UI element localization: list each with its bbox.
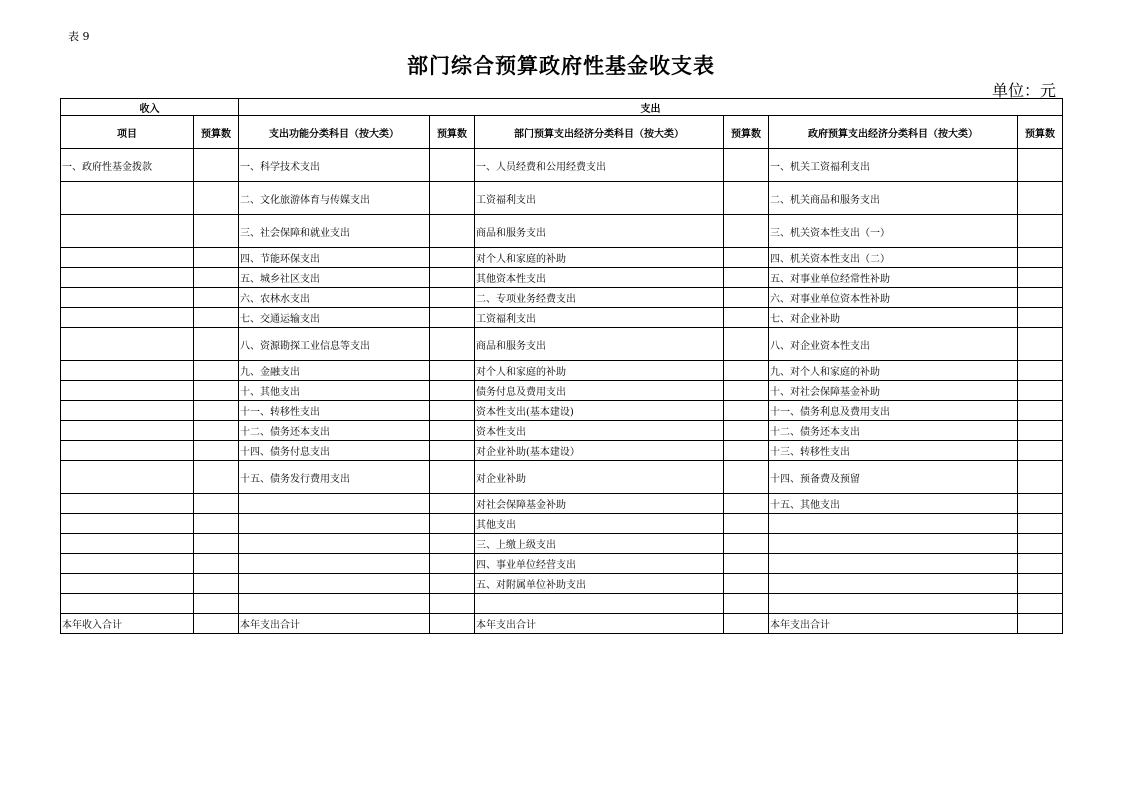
table-cell xyxy=(724,215,769,248)
table-row xyxy=(61,215,1063,248)
totals-cell: 本年支出合计 xyxy=(239,614,430,634)
table-cell xyxy=(724,441,769,461)
table-cell xyxy=(430,594,475,614)
table-cell xyxy=(194,268,239,288)
table-cell xyxy=(1018,554,1063,574)
table-cell: 十四、债务付息支出 xyxy=(239,441,430,461)
table-cell: 七、对企业补助 xyxy=(769,308,1018,328)
table-cell xyxy=(194,594,239,614)
table-cell xyxy=(194,461,239,494)
table-cell xyxy=(194,328,239,361)
table-cell xyxy=(475,594,724,614)
table-cell xyxy=(61,441,194,461)
table-row xyxy=(61,534,1063,554)
table-cell: 债务付息及费用支出 xyxy=(475,381,724,401)
table-cell xyxy=(430,574,475,594)
table-cell xyxy=(724,594,769,614)
col-header-item: 项目 xyxy=(61,116,194,149)
table-cell: 一、机关工资福利支出 xyxy=(769,149,1018,182)
table-cell xyxy=(430,461,475,494)
table-cell xyxy=(61,328,194,361)
table-cell xyxy=(430,421,475,441)
table-cell: 三、上缴上级支出 xyxy=(475,534,724,554)
col-header-income-amount: 预算数 xyxy=(194,116,239,149)
totals-cell: 本年收入合计 xyxy=(61,614,194,634)
table-cell xyxy=(194,494,239,514)
table-cell xyxy=(430,514,475,534)
table-row xyxy=(61,461,1063,494)
table-cell xyxy=(724,514,769,534)
table-cell xyxy=(724,574,769,594)
table-cell xyxy=(239,554,430,574)
table-cell: 一、科学技术支出 xyxy=(239,149,430,182)
table-cell: 九、金融支出 xyxy=(239,361,430,381)
table-cell xyxy=(1018,288,1063,308)
table-cell xyxy=(1018,381,1063,401)
col-header-gov: 政府预算支出经济分类科目（按大类） xyxy=(769,116,1018,149)
table-cell xyxy=(61,494,194,514)
table-cell xyxy=(769,594,1018,614)
table-cell xyxy=(61,514,194,534)
table-cell xyxy=(61,215,194,248)
table-cell xyxy=(430,401,475,421)
table-cell: 十二、债务还本支出 xyxy=(239,421,430,441)
table-cell: 十一、债务利息及费用支出 xyxy=(769,401,1018,421)
table-cell: 对个人和家庭的补助 xyxy=(475,248,724,268)
table-row xyxy=(61,381,1063,401)
table-cell: 一、人员经费和公用经费支出 xyxy=(475,149,724,182)
totals-cell xyxy=(194,614,239,634)
table-cell xyxy=(430,288,475,308)
table-cell: 四、节能环保支出 xyxy=(239,248,430,268)
table-cell xyxy=(239,574,430,594)
table-cell: 四、机关资本性支出（二） xyxy=(769,248,1018,268)
table-cell: 工资福利支出 xyxy=(475,308,724,328)
table-cell: 十五、债务发行费用支出 xyxy=(239,461,430,494)
table-cell: 五、对事业单位经常性补助 xyxy=(769,268,1018,288)
table-cell: 十、对社会保障基金补助 xyxy=(769,381,1018,401)
page-title: 部门综合预算政府性基金收支表 xyxy=(407,53,715,78)
table-cell xyxy=(724,308,769,328)
table-row xyxy=(61,514,1063,534)
table-cell: 其他支出 xyxy=(475,514,724,534)
table-cell xyxy=(239,534,430,554)
table-cell xyxy=(1018,268,1063,288)
table-cell xyxy=(430,215,475,248)
table-cell xyxy=(1018,308,1063,328)
table-cell: 三、机关资本性支出（一） xyxy=(769,215,1018,248)
table-cell xyxy=(430,149,475,182)
table-cell: 对个人和家庭的补助 xyxy=(475,361,724,381)
table-cell xyxy=(194,421,239,441)
table-cell xyxy=(61,361,194,381)
table-row xyxy=(61,328,1063,361)
col-header-dept-amount: 预算数 xyxy=(724,116,769,149)
table-cell: 对企业补助(基本建设） xyxy=(475,441,724,461)
table-cell: 二、文化旅游体育与传媒支出 xyxy=(239,182,430,215)
table-cell xyxy=(724,401,769,421)
table-cell: 五、对附属单位补助支出 xyxy=(475,574,724,594)
table-cell xyxy=(430,534,475,554)
table-cell xyxy=(61,594,194,614)
table-cell xyxy=(430,381,475,401)
table-cell xyxy=(61,381,194,401)
table-cell xyxy=(194,554,239,574)
table-row xyxy=(61,421,1063,441)
table-cell xyxy=(194,308,239,328)
totals-cell: 本年支出合计 xyxy=(475,614,724,634)
table-cell xyxy=(430,328,475,361)
table-cell xyxy=(724,421,769,441)
table-cell xyxy=(194,248,239,268)
table-row xyxy=(61,574,1063,594)
table-cell xyxy=(430,554,475,574)
income-group-header: 收入 xyxy=(61,99,239,116)
table-cell: 八、资源勘探工业信息等支出 xyxy=(239,328,430,361)
table-cell xyxy=(1018,182,1063,215)
table-cell xyxy=(194,288,239,308)
table-cell xyxy=(61,421,194,441)
table-cell xyxy=(1018,248,1063,268)
table-cell xyxy=(724,268,769,288)
table-row xyxy=(61,401,1063,421)
table-row xyxy=(61,554,1063,574)
table-cell xyxy=(1018,328,1063,361)
table-cell xyxy=(239,594,430,614)
table-cell xyxy=(1018,215,1063,248)
table-cell: 五、城乡社区支出 xyxy=(239,268,430,288)
expense-group-header: 支出 xyxy=(239,99,1063,116)
table-cell xyxy=(1018,421,1063,441)
table-cell xyxy=(769,534,1018,554)
table-cell xyxy=(239,514,430,534)
totals-cell xyxy=(430,614,475,634)
table-cell xyxy=(769,554,1018,574)
table-cell: 其他资本性支出 xyxy=(475,268,724,288)
table-cell xyxy=(194,215,239,248)
table-cell xyxy=(1018,401,1063,421)
table-cell xyxy=(61,182,194,215)
table-cell xyxy=(430,361,475,381)
table-cell: 十三、转移性支出 xyxy=(769,441,1018,461)
table-cell: 十四、预备费及预留 xyxy=(769,461,1018,494)
totals-cell xyxy=(1018,614,1063,634)
table-cell: 二、机关商品和服务支出 xyxy=(769,182,1018,215)
table-cell: 三、社会保障和就业支出 xyxy=(239,215,430,248)
table-cell: 四、事业单位经营支出 xyxy=(475,554,724,574)
table-cell xyxy=(61,461,194,494)
table-cell xyxy=(194,182,239,215)
table-cell xyxy=(239,494,430,514)
table-cell: 十、其他支出 xyxy=(239,381,430,401)
table-row xyxy=(61,494,1063,514)
table-cell: 对企业补助 xyxy=(475,461,724,494)
table-cell xyxy=(194,361,239,381)
table-cell xyxy=(194,441,239,461)
table-cell: 对社会保障基金补助 xyxy=(475,494,724,514)
table-cell xyxy=(769,514,1018,534)
table-cell xyxy=(1018,574,1063,594)
col-header-dept: 部门预算支出经济分类科目（按大类） xyxy=(475,116,724,149)
table-cell xyxy=(724,534,769,554)
table-cell xyxy=(1018,514,1063,534)
table-cell: 十二、债务还本支出 xyxy=(769,421,1018,441)
table-cell xyxy=(430,182,475,215)
table-cell xyxy=(61,288,194,308)
table-cell xyxy=(1018,534,1063,554)
table-cell: 九、对个人和家庭的补助 xyxy=(769,361,1018,381)
table-cell: 商品和服务支出 xyxy=(475,215,724,248)
table-cell xyxy=(61,401,194,421)
table-cell xyxy=(430,248,475,268)
table-cell xyxy=(194,401,239,421)
table-cell xyxy=(724,182,769,215)
table-cell: 六、农林水支出 xyxy=(239,288,430,308)
table-cell: 商品和服务支出 xyxy=(475,328,724,361)
table-cell xyxy=(61,248,194,268)
col-header-func: 支出功能分类科目（按大类） xyxy=(239,116,430,149)
col-header-func-amount: 预算数 xyxy=(430,116,475,149)
table-cell xyxy=(194,381,239,401)
table-row xyxy=(61,288,1063,308)
column-header-row xyxy=(61,116,1063,149)
table-cell xyxy=(194,514,239,534)
table-cell xyxy=(724,149,769,182)
table-body xyxy=(61,149,1063,634)
unit-label: 单位：元 xyxy=(991,81,1056,100)
table-cell xyxy=(61,308,194,328)
table-cell xyxy=(769,574,1018,594)
table-cell xyxy=(61,534,194,554)
table-cell xyxy=(430,494,475,514)
table-cell xyxy=(1018,149,1063,182)
table-cell xyxy=(724,554,769,574)
totals-cell: 本年支出合计 xyxy=(769,614,1018,634)
table-cell xyxy=(724,248,769,268)
table-cell xyxy=(430,308,475,328)
table-row xyxy=(61,308,1063,328)
group-header-row xyxy=(61,99,1063,116)
table-cell xyxy=(724,381,769,401)
table-row xyxy=(61,441,1063,461)
table-cell xyxy=(724,494,769,514)
table-cell xyxy=(430,268,475,288)
table-cell: 十一、转移性支出 xyxy=(239,401,430,421)
table-cell: 十五、其他支出 xyxy=(769,494,1018,514)
table-cell xyxy=(61,554,194,574)
table-number: 表 9 xyxy=(68,30,90,43)
table-cell: 工资福利支出 xyxy=(475,182,724,215)
col-header-gov-amount: 预算数 xyxy=(1018,116,1063,149)
table-cell: 七、交通运输支出 xyxy=(239,308,430,328)
table-cell: 一、政府性基金拨款 xyxy=(61,149,194,182)
table-cell xyxy=(724,361,769,381)
table-cell: 二、专项业务经费支出 xyxy=(475,288,724,308)
table-cell xyxy=(61,574,194,594)
table-row xyxy=(61,248,1063,268)
table-cell xyxy=(1018,361,1063,381)
table-cell: 六、对事业单位资本性补助 xyxy=(769,288,1018,308)
table-row xyxy=(61,182,1063,215)
table-row xyxy=(61,268,1063,288)
table-cell xyxy=(1018,441,1063,461)
table-row xyxy=(61,361,1063,381)
table-cell xyxy=(61,268,194,288)
table-cell: 八、对企业资本性支出 xyxy=(769,328,1018,361)
table-cell xyxy=(724,288,769,308)
table-cell xyxy=(1018,494,1063,514)
table-cell xyxy=(724,461,769,494)
totals-row xyxy=(61,614,1063,634)
table-cell xyxy=(194,534,239,554)
totals-cell xyxy=(724,614,769,634)
table-row xyxy=(61,149,1063,182)
table-cell xyxy=(194,149,239,182)
table-cell: 资本性支出(基本建设) xyxy=(475,401,724,421)
table-cell xyxy=(1018,461,1063,494)
budget-table xyxy=(60,98,1063,634)
table-row xyxy=(61,594,1063,614)
table-cell xyxy=(194,574,239,594)
table-cell xyxy=(724,328,769,361)
table-cell xyxy=(430,441,475,461)
table-cell: 资本性支出 xyxy=(475,421,724,441)
table-cell xyxy=(1018,594,1063,614)
